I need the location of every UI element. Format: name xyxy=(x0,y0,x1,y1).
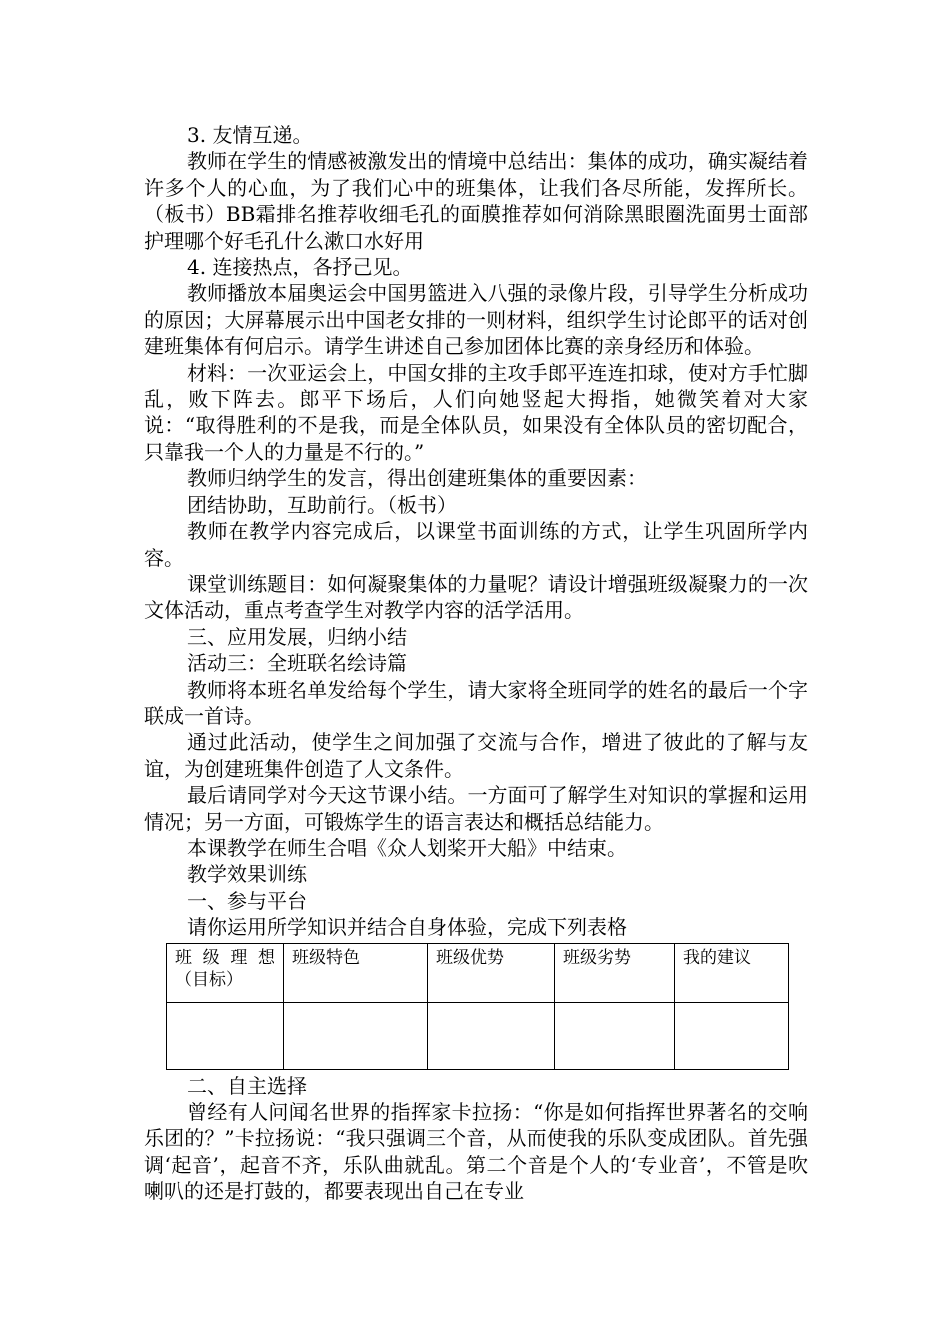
table-cell xyxy=(675,1002,789,1069)
table-header-row xyxy=(167,943,789,1002)
paragraph: 4. 连接热点，各抒己见。 xyxy=(187,255,413,280)
section-heading: 教学效果训练 xyxy=(187,862,307,887)
table-row xyxy=(167,1002,789,1069)
table-header-cell: 班级优势 xyxy=(428,943,555,1002)
table-header-cell: 班级特色 xyxy=(284,943,428,1002)
table-header-cell: 我的建议 xyxy=(675,943,789,1002)
paragraph: 教师在学生的情感被激发出的情境中总结出：集体的成功，确实凝结着许多个人的心血，为了我们心中的班集体，让我们各尽所能，发挥所长。（板书）BB霜排名推荐收细毛孔的面膜推荐如何消除黑眼圈洗面男士面部护理哪个好毛孔什么漱口水好用 xyxy=(144,149,808,253)
paragraph: 教师归纳学生的发言，得出创建班集体的重要因素： xyxy=(187,466,647,491)
table-cell xyxy=(284,1002,428,1069)
table-cell xyxy=(167,1002,284,1069)
section-heading: 三、应用发展，归纳小结 xyxy=(187,624,407,649)
paragraph: 最后请同学对今天这节课小结。一方面可了解学生对知识的掌握和运用情况；另一方面，可锻炼学生的语言表达和概括总结能力。 xyxy=(144,783,808,834)
table-cell xyxy=(428,1002,555,1069)
table-cell xyxy=(555,1002,675,1069)
paragraph: 教师播放本届奥运会中国男篮进入八强的录像片段，引导学生分析成功的原因；大屏幕展示出中国老女排的一则材料，组织学生讨论郎平的话对创建班集体有何启示。请学生讲述自己参加团体比赛的亲身经历和体验。 xyxy=(144,281,808,359)
table-header-cell: 班级理想（目标） xyxy=(167,943,284,1002)
class-evaluation-table xyxy=(166,943,789,1070)
paragraph: 3. 友情互递。 xyxy=(187,123,313,147)
paragraph: 课堂训练题目：如何凝聚集体的力量呢？请设计增强班级凝聚力的一次文体活动，重点考查学生对教学内容的活学活用。 xyxy=(144,571,808,623)
document-body xyxy=(144,122,808,1205)
section-heading: 一、参与平台 xyxy=(187,888,307,913)
paragraph: 本课教学在师生合唱《众人划桨开大船》中结束。 xyxy=(187,835,627,860)
paragraph: 材料：一次亚运会上，中国女排的主攻手郎平连连扣球，使对方手忙脚乱，败下阵去。郎平下场后，人们向她竖起大拇指，她微笑着对大家说：“取得胜利的不是我，而是全体队员，如果没有全体队员的密切配合，只靠我一个人的力量是不行的。” xyxy=(144,360,808,464)
paragraph: 团结协助，互助前行。（板书） xyxy=(187,492,457,517)
paragraph: 活动三：全班联名绘诗篇 xyxy=(187,651,407,676)
paragraph: 教师在教学内容完成后，以课堂书面训练的方式，让学生巩固所学内容。 xyxy=(144,519,808,570)
table-header-cell: 班级劣势 xyxy=(555,943,675,1002)
paragraph: 通过此活动，使学生之间加强了交流与合作，增进了彼此的了解与友谊，为创建班集件创造了人文条件。 xyxy=(144,730,808,781)
paragraph: 教师将本班名单发给每个学生，请大家将全班同学的姓名的最后一个字联成一首诗。 xyxy=(144,677,808,728)
paragraph: 请你运用所学知识并结合自身体验，完成下列表格 xyxy=(187,915,627,940)
section-heading: 二、自主选择 xyxy=(187,1073,307,1098)
paragraph: 曾经有人问闻名世界的指挥家卡拉扬：“你是如何指挥世界著名的交响乐团的？”卡拉扬说：“我只强调三个音，从而使我的乐队变成团队。首先强调‘起音’，起音不齐，乐队曲就乱。第二个音是个人的‘专业音’，不管是吹喇叭的还是打鼓的，都要表现出自己在专业 xyxy=(144,1100,808,1204)
